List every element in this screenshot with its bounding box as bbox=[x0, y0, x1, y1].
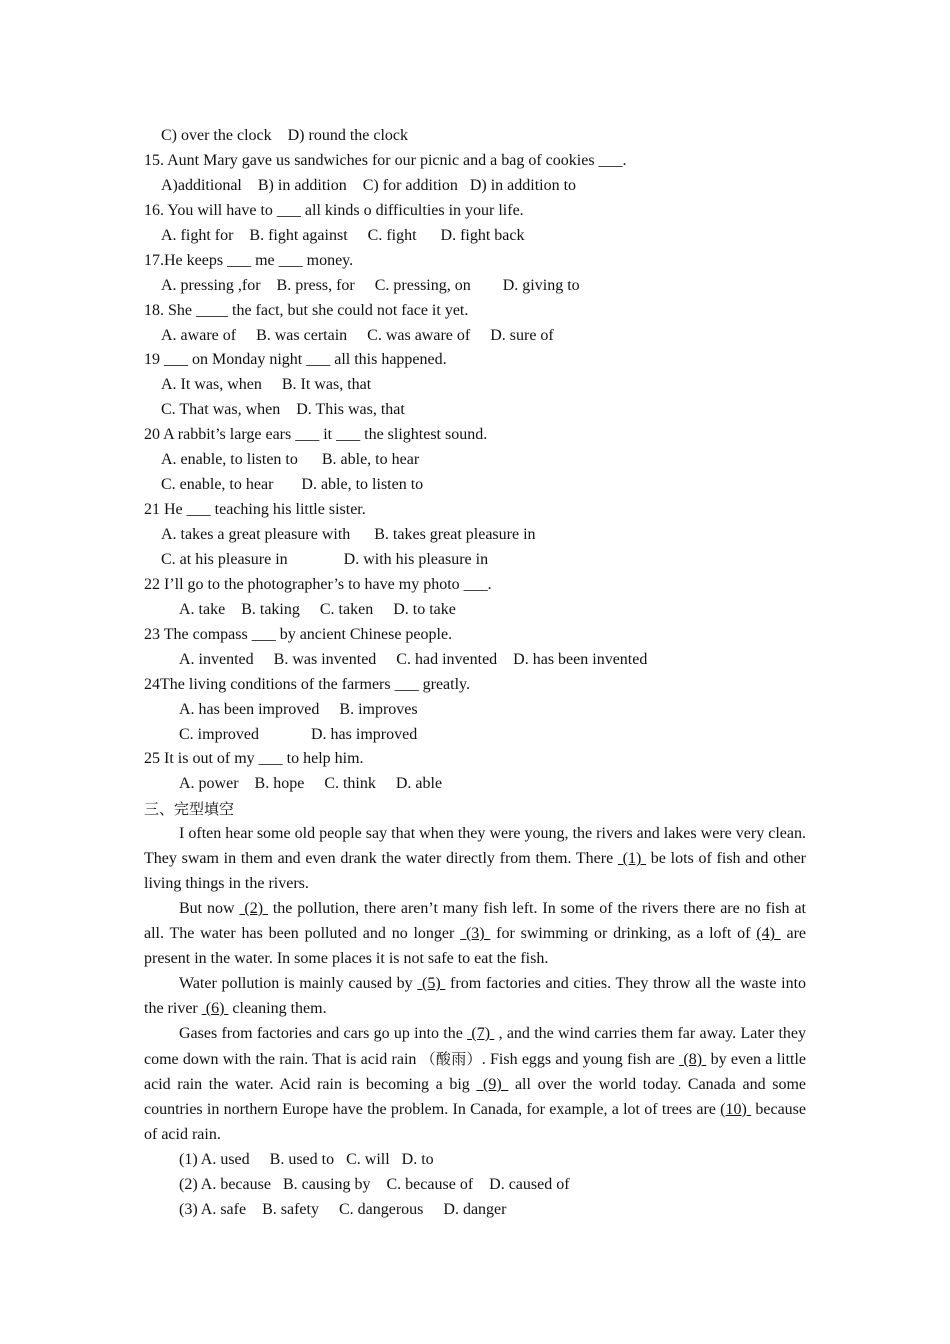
section-heading-cloze: 三、完型填空 bbox=[144, 800, 235, 819]
passage-text: are present in the water. In some places it is not safe to eat the fish. bbox=[144, 925, 807, 968]
question-20: 20 A rabbit’s large ears ___ it ___ the slightest sound. bbox=[144, 426, 488, 444]
blank-6: (6) bbox=[201, 999, 229, 1017]
passage-text: cleaning them. bbox=[228, 999, 327, 1017]
blank-10: (10) bbox=[720, 1100, 752, 1118]
acid-rain-chinese: （酸雨） bbox=[420, 1049, 482, 1068]
question-23: 23 The compass ___ by ancient Chinese people. bbox=[144, 625, 453, 643]
question-23-options: A. invented B. was invented C. had invented D. has been invented bbox=[179, 650, 648, 668]
blank-3: (3) bbox=[460, 925, 491, 943]
question-19: 19 ___ on Monday night ___ all this happened. bbox=[144, 351, 447, 369]
question-21-options-a: A. takes a great pleasure with B. takes great pleasure in bbox=[161, 526, 536, 543]
question-15-options: A)additional B) in addition C) for addition D) in addition to bbox=[161, 176, 577, 194]
passage-text: for swimming or drinking, as a loft of bbox=[490, 925, 757, 943]
blank-9: (9) bbox=[476, 1075, 509, 1093]
blank-7: (7) bbox=[467, 1024, 495, 1042]
cloze-option-3: (3) A. safe B. safety C. dangerous D. danger bbox=[179, 1200, 507, 1218]
passage-paragraph-3 bbox=[144, 972, 806, 1022]
cloze-passage bbox=[144, 822, 806, 1147]
grammar-section bbox=[144, 124, 806, 822]
cloze-option-2: (2) A. because B. causing by C. because of D. caused of bbox=[179, 1175, 570, 1193]
question-25: 25 It is out of my ___ to help him. bbox=[144, 750, 364, 768]
passage-text: be lots of fish and other living things in the rivers. bbox=[144, 850, 806, 893]
blank-4: (4) bbox=[756, 925, 781, 943]
exercise-page bbox=[144, 124, 806, 1222]
question-19-options-b: C. That was, when D. This was, that bbox=[161, 401, 405, 419]
question-24-options-b: C. improved D. has improved bbox=[179, 725, 418, 743]
passage-text: , and the wind carries them far away. Later they come down with the rain. That is acid rain bbox=[144, 1024, 807, 1068]
passage-text: from factories and cities. They throw all the waste into the river bbox=[144, 974, 807, 1017]
question-22-options: A. take B. taking C. taken D. to take bbox=[179, 600, 456, 618]
question-24-options-a: A. has been improved B. improves bbox=[179, 700, 418, 718]
question-option-line: C) over the clock D) round the clock bbox=[161, 127, 409, 144]
question-22: 22 I’ll go to the photographer’s to have my photo ___. bbox=[144, 575, 492, 593]
question-16: 16. You will have to ___ all kinds o difficulties in your life. bbox=[144, 201, 524, 219]
question-20-options-a: A. enable, to listen to B. able, to hear bbox=[161, 451, 420, 469]
question-15: 15. Aunt Mary gave us sandwiches for our picnic and a bag of cookies ___. bbox=[144, 151, 627, 169]
passage-paragraph-4 bbox=[144, 1022, 806, 1148]
question-18-options: A. aware of B. was certain C. was aware of D. sure of bbox=[161, 326, 554, 344]
passage-text: Water pollution is mainly caused by bbox=[179, 974, 418, 992]
passage-paragraph-2 bbox=[144, 897, 806, 972]
blank-1: (1) bbox=[617, 850, 647, 868]
passage-text: Gases from factories and cars go up into the bbox=[179, 1024, 468, 1042]
passage-text: . Fish eggs and young fish are bbox=[481, 1050, 680, 1068]
passage-text: the pollution, there aren’t many fish left. In some of the rivers there are no fish at all. The water has been polluted and no longer bbox=[144, 900, 806, 943]
question-19-options-a: A. It was, when B. It was, that bbox=[161, 376, 372, 394]
blank-8: (8) bbox=[679, 1050, 707, 1068]
question-21-options-b: C. at his pleasure in D. with his pleasure in bbox=[161, 550, 489, 568]
passage-text: all over the world today. Canada and some countries in northern Europe have the problem. In Canada, for example, a lot of trees are bbox=[144, 1075, 807, 1118]
question-18: 18. She ____ the fact, but she could not face it yet. bbox=[144, 301, 469, 319]
question-20-options-b: C. enable, to hear D. able, to listen to bbox=[161, 476, 424, 494]
passage-text: by even a little acid rain the water. Acid rain is becoming a big bbox=[144, 1050, 807, 1093]
passage-paragraph-1 bbox=[144, 822, 806, 897]
question-17-options: A. pressing ,for B. press, for C. pressing, on D. giving to bbox=[161, 276, 580, 294]
question-17: 17.He keeps ___ me ___ money. bbox=[144, 251, 354, 269]
passage-text: But now bbox=[179, 900, 240, 918]
cloze-options bbox=[144, 1148, 806, 1223]
question-24: 24The living conditions of the farmers ___ greatly. bbox=[144, 675, 470, 693]
passage-text: because of acid rain. bbox=[144, 1100, 806, 1143]
passage-text: I often hear some old people say that when they were young, the rivers and lakes were very clean. They swam in them and even drank the water directly from them. There bbox=[144, 825, 806, 868]
question-21: 21 He ___ teaching his little sister. bbox=[144, 501, 366, 519]
blank-5: (5) bbox=[417, 974, 446, 992]
cloze-option-1: (1) A. used B. used to C. will D. to bbox=[179, 1150, 434, 1168]
question-25-options: A. power B. hope C. think D. able bbox=[179, 775, 443, 793]
blank-2: (2) bbox=[239, 900, 268, 918]
question-16-options: A. fight for B. fight against C. fight D. fight back bbox=[161, 226, 525, 244]
